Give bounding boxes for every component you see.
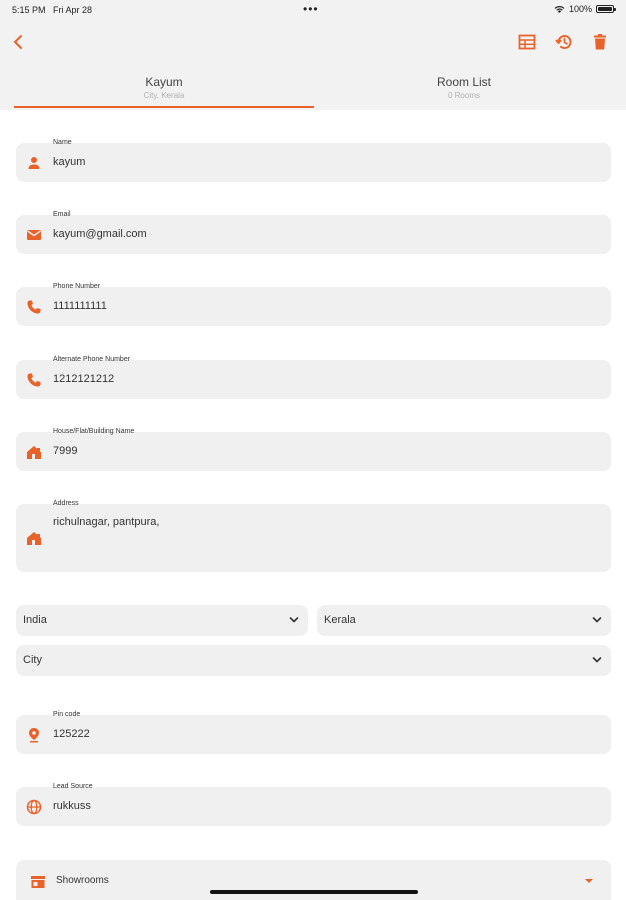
back-button[interactable]: [6, 30, 30, 54]
active-tab-indicator: [14, 106, 314, 108]
table-icon: [518, 34, 536, 50]
table-view-button[interactable]: [515, 30, 539, 54]
caret-down-icon: [585, 879, 593, 883]
tab-room-list[interactable]: [314, 64, 614, 110]
pin-code-field[interactable]: [16, 711, 611, 754]
lead-source-input[interactable]: rukkuss: [53, 800, 91, 812]
phone-input[interactable]: 1111111111: [53, 300, 107, 312]
chevron-down-icon: [288, 614, 300, 626]
alternate-phone-input[interactable]: 1212121212: [53, 373, 115, 385]
delete-button[interactable]: [588, 30, 612, 54]
tab-bar: [0, 64, 626, 110]
house-icon: [26, 444, 42, 460]
status-time: 5:15 PM Fri Apr 28: [12, 5, 93, 15]
phone-label: Phone Number: [53, 283, 101, 290]
country-select[interactable]: [16, 605, 308, 636]
status-right: [554, 4, 614, 14]
chevron-down-icon: [591, 614, 603, 626]
email-field[interactable]: [16, 211, 611, 254]
tab-details-title: Kayum: [145, 75, 183, 89]
home-indicator[interactable]: [210, 890, 418, 894]
state-value: Kerala: [324, 614, 356, 626]
phone-icon: [26, 372, 42, 388]
email-input[interactable]: kayum@gmail.com: [53, 228, 147, 240]
multitask-dots[interactable]: •••: [303, 2, 319, 16]
store-icon: [30, 874, 46, 890]
alternate-phone-field[interactable]: [16, 356, 611, 399]
name-field[interactable]: [16, 139, 611, 182]
house-name-label: House/Flat/Building Name: [53, 428, 135, 435]
delete-icon: [593, 34, 607, 50]
email-label: Email: [53, 211, 71, 218]
house-name-field[interactable]: [16, 428, 611, 471]
city-select[interactable]: [16, 645, 611, 676]
address-field[interactable]: [16, 500, 611, 572]
battery-percent: 100%: [568, 4, 592, 14]
mail-icon: [26, 227, 42, 243]
chevron-down-icon: [591, 654, 603, 666]
address-label: Address: [53, 500, 79, 507]
house-name-input[interactable]: 7999: [53, 445, 78, 457]
person-icon: [26, 155, 42, 171]
globe-icon: [26, 799, 42, 815]
house-icon: [26, 530, 42, 546]
city-value: City: [23, 654, 42, 666]
history-icon: [555, 33, 573, 51]
location-pin-icon: [26, 727, 42, 743]
name-input[interactable]: kayum: [53, 156, 86, 168]
app-bar: [0, 20, 626, 64]
history-button[interactable]: [552, 30, 576, 54]
name-label: Name: [53, 139, 72, 146]
tab-room-list-subtitle: 0 Rooms: [447, 91, 480, 100]
showrooms-dropdown[interactable]: [16, 860, 611, 900]
phone-icon: [26, 299, 42, 315]
lead-source-field[interactable]: [16, 783, 611, 826]
tab-room-list-title: Room List: [436, 75, 492, 89]
tab-details[interactable]: [14, 64, 314, 110]
alternate-phone-label: Alternate Phone Number: [53, 356, 131, 363]
chevron-left-icon: [11, 34, 25, 50]
tab-details-subtitle: City, Kerala: [143, 91, 185, 100]
showrooms-label: Showrooms: [56, 875, 109, 886]
battery-icon: [596, 5, 614, 13]
phone-field[interactable]: [16, 283, 611, 326]
lead-source-label: Lead Source: [53, 783, 93, 790]
country-value: India: [23, 614, 47, 626]
wifi-icon: [554, 5, 565, 13]
status-bar: [0, 0, 626, 20]
pin-code-label: Pin code: [53, 711, 81, 718]
address-input[interactable]: richulnagar, pantpura,: [53, 516, 160, 528]
pin-code-input[interactable]: 125222: [53, 728, 90, 740]
state-select[interactable]: [317, 605, 611, 636]
